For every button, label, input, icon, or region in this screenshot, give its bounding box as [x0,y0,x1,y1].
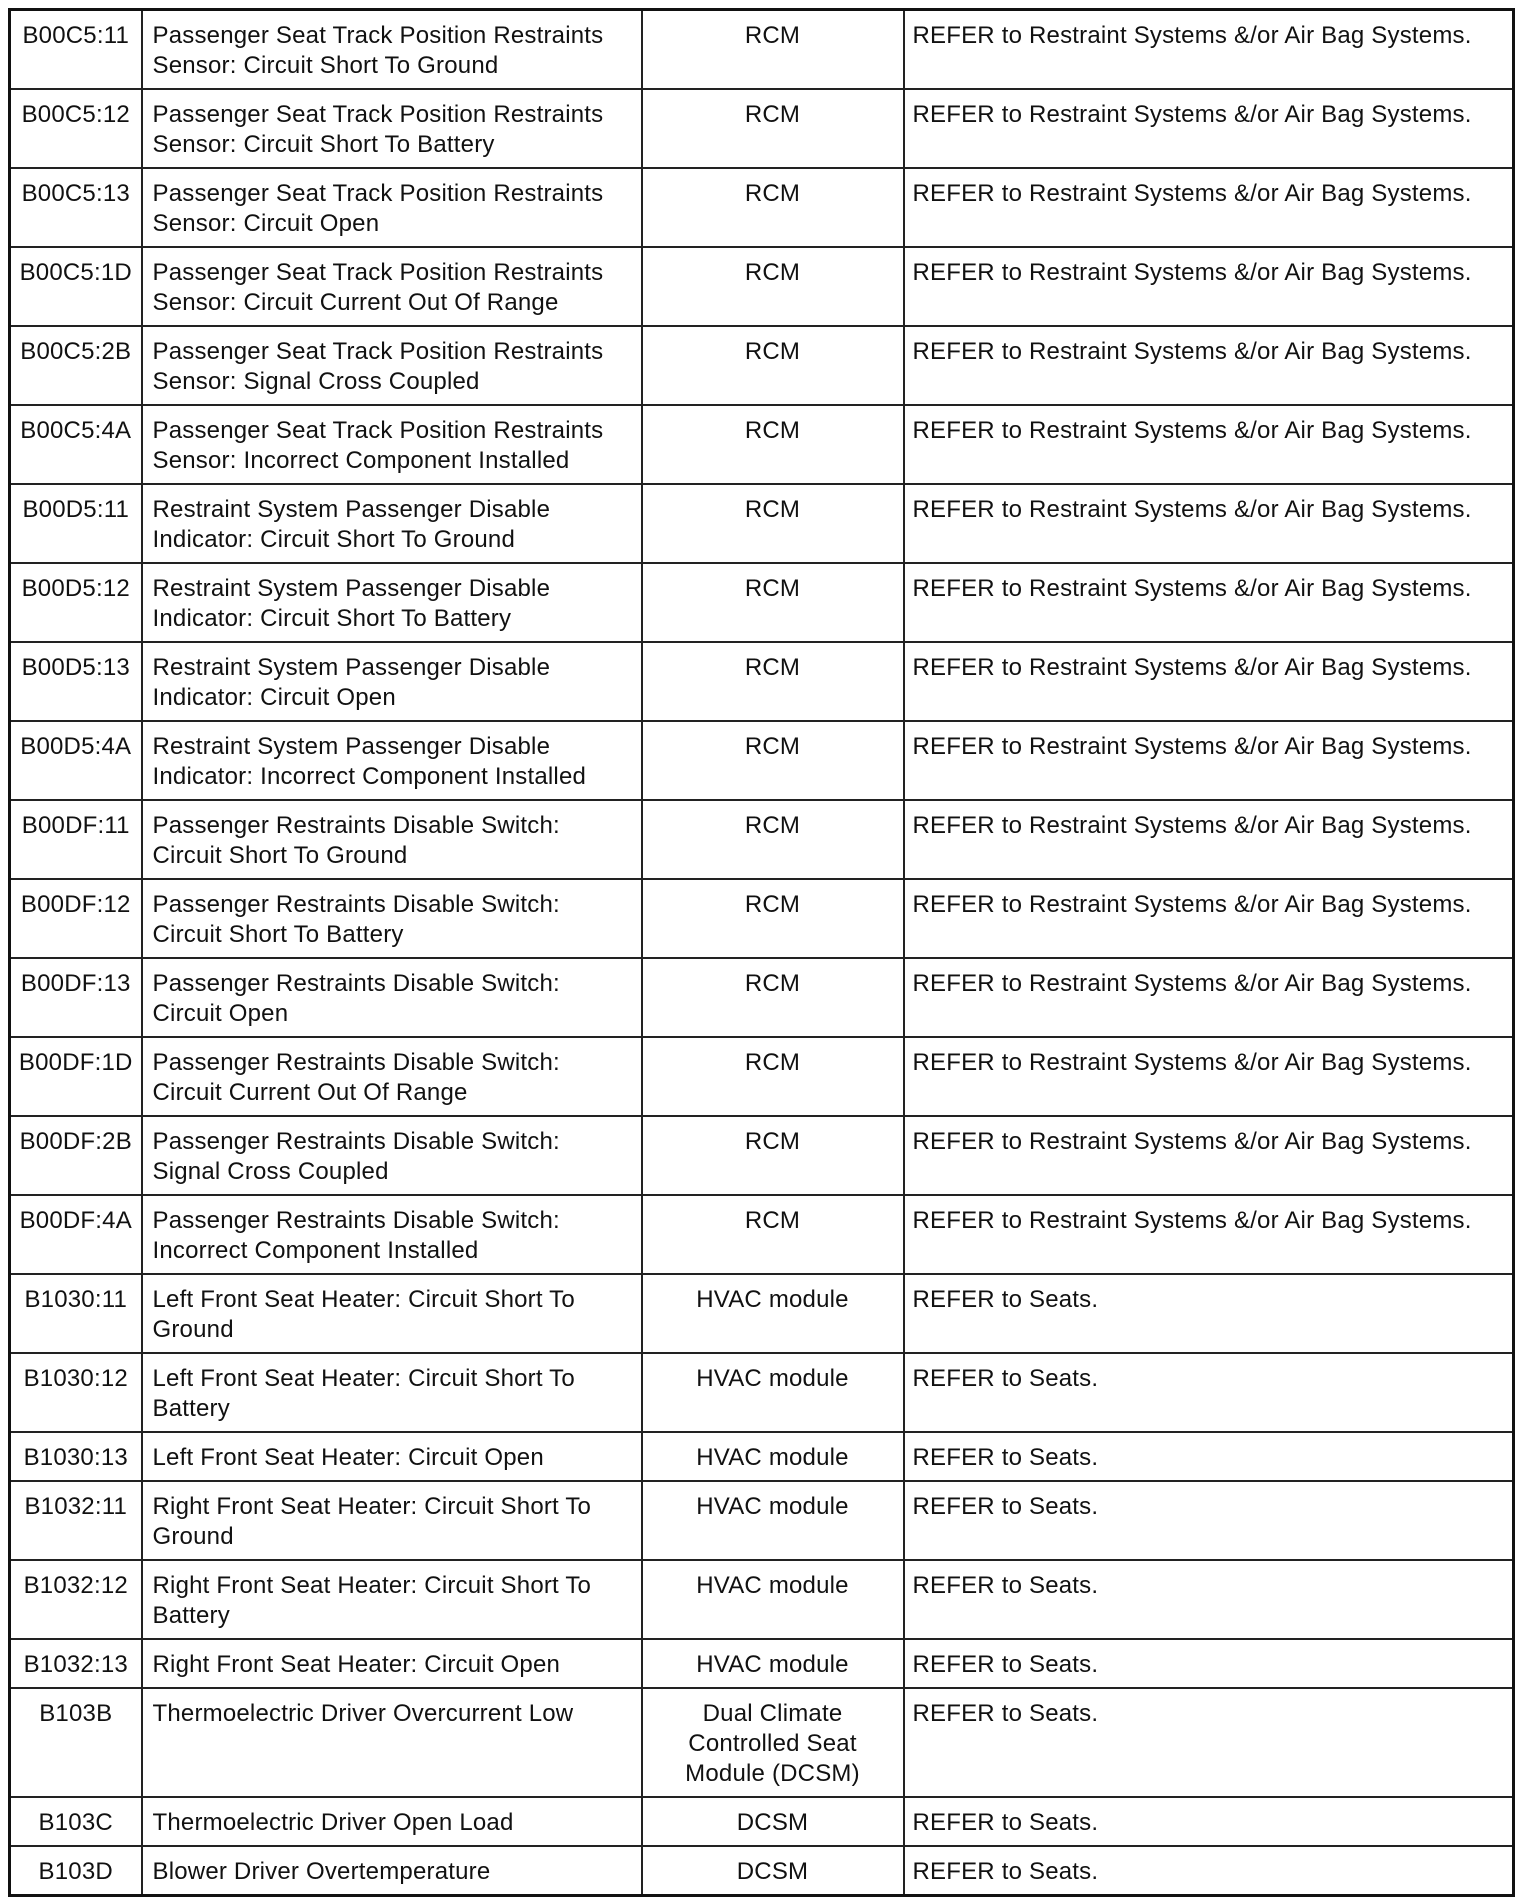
action-cell: REFER to Restraint Systems &/or Air Bag Systems. [904,326,1514,405]
dtc-code-cell: B00C5:2B [10,326,142,405]
action-cell: REFER to Seats. [904,1846,1514,1896]
table-row [10,879,1514,958]
action-cell: REFER to Restraint Systems &/or Air Bag Systems. [904,800,1514,879]
dtc-code-cell: B1032:13 [10,1639,142,1688]
action-cell: REFER to Seats. [904,1353,1514,1432]
dtc-code-cell: B1030:13 [10,1432,142,1481]
table-row [10,10,1514,90]
dtc-code-cell: B1030:11 [10,1274,142,1353]
dtc-code-cell: B103B [10,1688,142,1797]
description-cell: Passenger Seat Track Position Restraints Sensor: Incorrect Component Installed [142,405,642,484]
action-cell: REFER to Restraint Systems &/or Air Bag Systems. [904,484,1514,563]
module-cell: RCM [642,1116,904,1195]
table-row [10,1481,1514,1560]
dtc-code-cell: B00C5:4A [10,405,142,484]
action-cell: REFER to Seats. [904,1432,1514,1481]
module-cell: RCM [642,247,904,326]
action-cell: REFER to Restraint Systems &/or Air Bag Systems. [904,10,1514,90]
dtc-code-cell: B103D [10,1846,142,1896]
description-cell: Restraint System Passenger Disable Indicator: Incorrect Component Installed [142,721,642,800]
description-cell: Passenger Seat Track Position Restraints Sensor: Circuit Current Out Of Range [142,247,642,326]
module-cell: RCM [642,484,904,563]
dtc-code-cell: B00D5:11 [10,484,142,563]
dtc-code-cell: B00DF:11 [10,800,142,879]
module-cell: HVAC module [642,1353,904,1432]
action-cell: REFER to Restraint Systems &/or Air Bag Systems. [904,89,1514,168]
table-row [10,326,1514,405]
action-cell: REFER to Restraint Systems &/or Air Bag Systems. [904,247,1514,326]
module-cell: RCM [642,1037,904,1116]
module-cell: RCM [642,800,904,879]
dtc-code-cell: B00D5:12 [10,563,142,642]
description-cell: Thermoelectric Driver Overcurrent Low [142,1688,642,1797]
table-row [10,958,1514,1037]
action-cell: REFER to Seats. [904,1560,1514,1639]
description-cell: Blower Driver Overtemperature [142,1846,642,1896]
dtc-code-cell: B1032:11 [10,1481,142,1560]
action-cell: REFER to Restraint Systems &/or Air Bag Systems. [904,563,1514,642]
module-cell: RCM [642,721,904,800]
description-cell: Passenger Restraints Disable Switch: Circuit Open [142,958,642,1037]
description-cell: Passenger Seat Track Position Restraints Sensor: Circuit Short To Battery [142,89,642,168]
module-cell: RCM [642,642,904,721]
dtc-code-cell: B00DF:13 [10,958,142,1037]
table-row [10,1560,1514,1639]
table-row [10,1688,1514,1797]
table-row [10,1797,1514,1846]
action-cell: REFER to Restraint Systems &/or Air Bag Systems. [904,1037,1514,1116]
dtc-code-cell: B00D5:4A [10,721,142,800]
description-cell: Passenger Restraints Disable Switch: Circuit Short To Ground [142,800,642,879]
action-cell: REFER to Restraint Systems &/or Air Bag Systems. [904,642,1514,721]
description-cell: Passenger Seat Track Position Restraints Sensor: Circuit Open [142,168,642,247]
table-row [10,721,1514,800]
action-cell: REFER to Seats. [904,1274,1514,1353]
dtc-code-cell: B00C5:13 [10,168,142,247]
dtc-code-cell: B1032:12 [10,1560,142,1639]
table-row [10,800,1514,879]
action-cell: REFER to Restraint Systems &/or Air Bag Systems. [904,1195,1514,1274]
action-cell: REFER to Seats. [904,1639,1514,1688]
module-cell: HVAC module [642,1481,904,1560]
table-row [10,563,1514,642]
description-cell: Restraint System Passenger Disable Indicator: Circuit Short To Ground [142,484,642,563]
table-row [10,1846,1514,1896]
module-cell: RCM [642,879,904,958]
action-cell: REFER to Restraint Systems &/or Air Bag Systems. [904,1116,1514,1195]
table-row [10,1037,1514,1116]
table-row [10,1274,1514,1353]
module-cell: RCM [642,1195,904,1274]
dtc-code-cell: B00C5:12 [10,89,142,168]
table-row [10,1432,1514,1481]
description-cell: Passenger Restraints Disable Switch: Circuit Current Out Of Range [142,1037,642,1116]
module-cell: RCM [642,958,904,1037]
description-cell: Passenger Restraints Disable Switch: Incorrect Component Installed [142,1195,642,1274]
table-row [10,405,1514,484]
table-row [10,1353,1514,1432]
dtc-code-cell: B00DF:1D [10,1037,142,1116]
dtc-table [8,8,1515,1897]
dtc-code-cell: B00DF:12 [10,879,142,958]
module-cell: RCM [642,326,904,405]
description-cell: Right Front Seat Heater: Circuit Short To Ground [142,1481,642,1560]
table-row [10,484,1514,563]
description-cell: Passenger Restraints Disable Switch: Circuit Short To Battery [142,879,642,958]
table-row [10,247,1514,326]
dtc-code-cell: B103C [10,1797,142,1846]
description-cell: Thermoelectric Driver Open Load [142,1797,642,1846]
action-cell: REFER to Restraint Systems &/or Air Bag Systems. [904,405,1514,484]
table-row [10,89,1514,168]
action-cell: REFER to Restraint Systems &/or Air Bag Systems. [904,879,1514,958]
dtc-code-cell: B00D5:13 [10,642,142,721]
module-cell: Dual Climate Controlled Seat Module (DCSM) [642,1688,904,1797]
module-cell: HVAC module [642,1639,904,1688]
dtc-code-cell: B00C5:11 [10,10,142,90]
action-cell: REFER to Restraint Systems &/or Air Bag Systems. [904,721,1514,800]
description-cell: Right Front Seat Heater: Circuit Short To Battery [142,1560,642,1639]
description-cell: Right Front Seat Heater: Circuit Open [142,1639,642,1688]
dtc-code-cell: B00DF:4A [10,1195,142,1274]
description-cell: Restraint System Passenger Disable Indicator: Circuit Short To Battery [142,563,642,642]
description-cell: Restraint System Passenger Disable Indicator: Circuit Open [142,642,642,721]
module-cell: HVAC module [642,1274,904,1353]
module-cell: RCM [642,405,904,484]
module-cell: RCM [642,10,904,90]
table-row [10,642,1514,721]
description-cell: Passenger Restraints Disable Switch: Signal Cross Coupled [142,1116,642,1195]
dtc-code-cell: B00C5:1D [10,247,142,326]
description-cell: Left Front Seat Heater: Circuit Open [142,1432,642,1481]
module-cell: DCSM [642,1797,904,1846]
table-row [10,1116,1514,1195]
dtc-code-cell: B1030:12 [10,1353,142,1432]
description-cell: Passenger Seat Track Position Restraints Sensor: Signal Cross Coupled [142,326,642,405]
module-cell: DCSM [642,1846,904,1896]
action-cell: REFER to Seats. [904,1797,1514,1846]
module-cell: RCM [642,563,904,642]
module-cell: HVAC module [642,1432,904,1481]
description-cell: Passenger Seat Track Position Restraints Sensor: Circuit Short To Ground [142,10,642,90]
table-row [10,1195,1514,1274]
module-cell: HVAC module [642,1560,904,1639]
action-cell: REFER to Restraint Systems &/or Air Bag Systems. [904,958,1514,1037]
action-cell: REFER to Restraint Systems &/or Air Bag Systems. [904,168,1514,247]
action-cell: REFER to Seats. [904,1688,1514,1797]
dtc-table-body [10,10,1514,1896]
table-row [10,168,1514,247]
table-row [10,1639,1514,1688]
module-cell: RCM [642,168,904,247]
action-cell: REFER to Seats. [904,1481,1514,1560]
description-cell: Left Front Seat Heater: Circuit Short To Ground [142,1274,642,1353]
module-cell: RCM [642,89,904,168]
description-cell: Left Front Seat Heater: Circuit Short To Battery [142,1353,642,1432]
dtc-code-cell: B00DF:2B [10,1116,142,1195]
